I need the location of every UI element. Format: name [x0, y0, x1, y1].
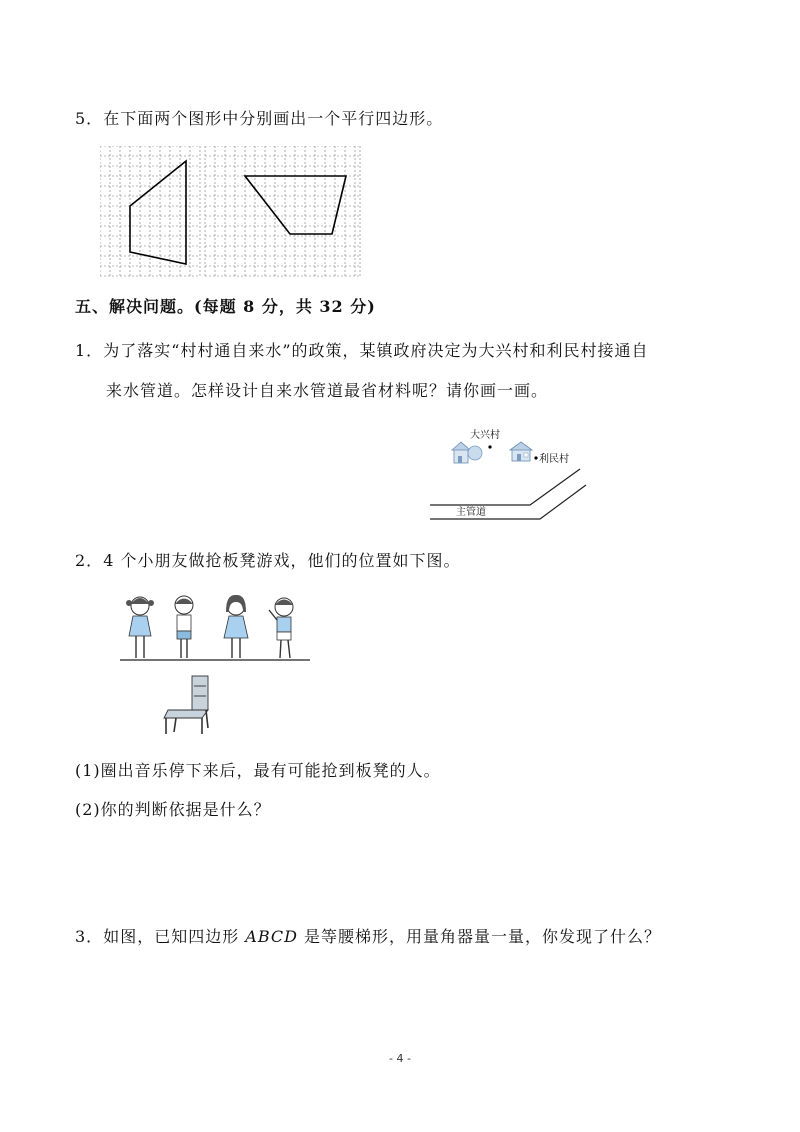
p3-quad-label: ABCD	[245, 927, 298, 946]
q5-line	[75, 108, 443, 130]
grid-figures	[100, 146, 362, 278]
p1-text-line1: 为了落实“村村通自来水”的政策，某镇政府决定为大兴村和利民村接通自	[103, 341, 649, 360]
kid-3-icon	[224, 595, 248, 658]
village-map	[420, 425, 590, 525]
village-b-icon	[510, 442, 532, 461]
main-pipe-label: 主管道	[456, 507, 486, 518]
p2-sub1: (1)圈出音乐停下来后，最有可能抢到板凳的人。	[75, 761, 441, 780]
p2-number: 2．	[75, 551, 104, 570]
p2-line	[75, 550, 460, 572]
p2-text: 4 个小朋友做抢板凳游戏，他们的位置如下图。	[103, 551, 461, 570]
section-title: 五、解决问题。(每题 8 分，共 32 分)	[75, 297, 376, 316]
village-b-point	[534, 456, 537, 459]
quadrilateral-left	[130, 161, 186, 264]
q5-text: 在下面两个图形中分别画出一个平行四边形。	[103, 109, 444, 128]
q5-number: 5．	[75, 109, 104, 128]
p3-prefix: 如图，已知四边形	[103, 927, 246, 946]
main-pipe-upper	[430, 469, 580, 505]
village-a-icon	[452, 442, 482, 463]
p3-suffix: 是等腰梯形，用量角器量一量，你发现了什么？	[297, 927, 662, 946]
trapezoid-right	[245, 176, 346, 234]
village-b-label: 利民村	[539, 454, 569, 465]
village-a-point	[488, 445, 491, 448]
p1-text-line2: 来水管道。怎样设计自来水管道最省材料呢？请你画一画。	[106, 381, 549, 400]
kids-figure	[118, 592, 318, 742]
p1-line1	[75, 340, 649, 362]
kid-4-icon	[269, 598, 293, 658]
kid-1-icon	[126, 597, 154, 658]
chair-icon	[164, 676, 208, 734]
kid-2-icon	[175, 596, 193, 658]
p3-line	[75, 926, 661, 948]
village-a-label: 大兴村	[470, 430, 500, 441]
page-number: - 4 -	[389, 1052, 411, 1065]
main-pipe-lower	[430, 485, 586, 519]
p3-number: 3．	[75, 927, 104, 946]
p2-sub2: (2)你的判断依据是什么？	[75, 800, 271, 819]
p1-number: 1．	[75, 341, 104, 360]
